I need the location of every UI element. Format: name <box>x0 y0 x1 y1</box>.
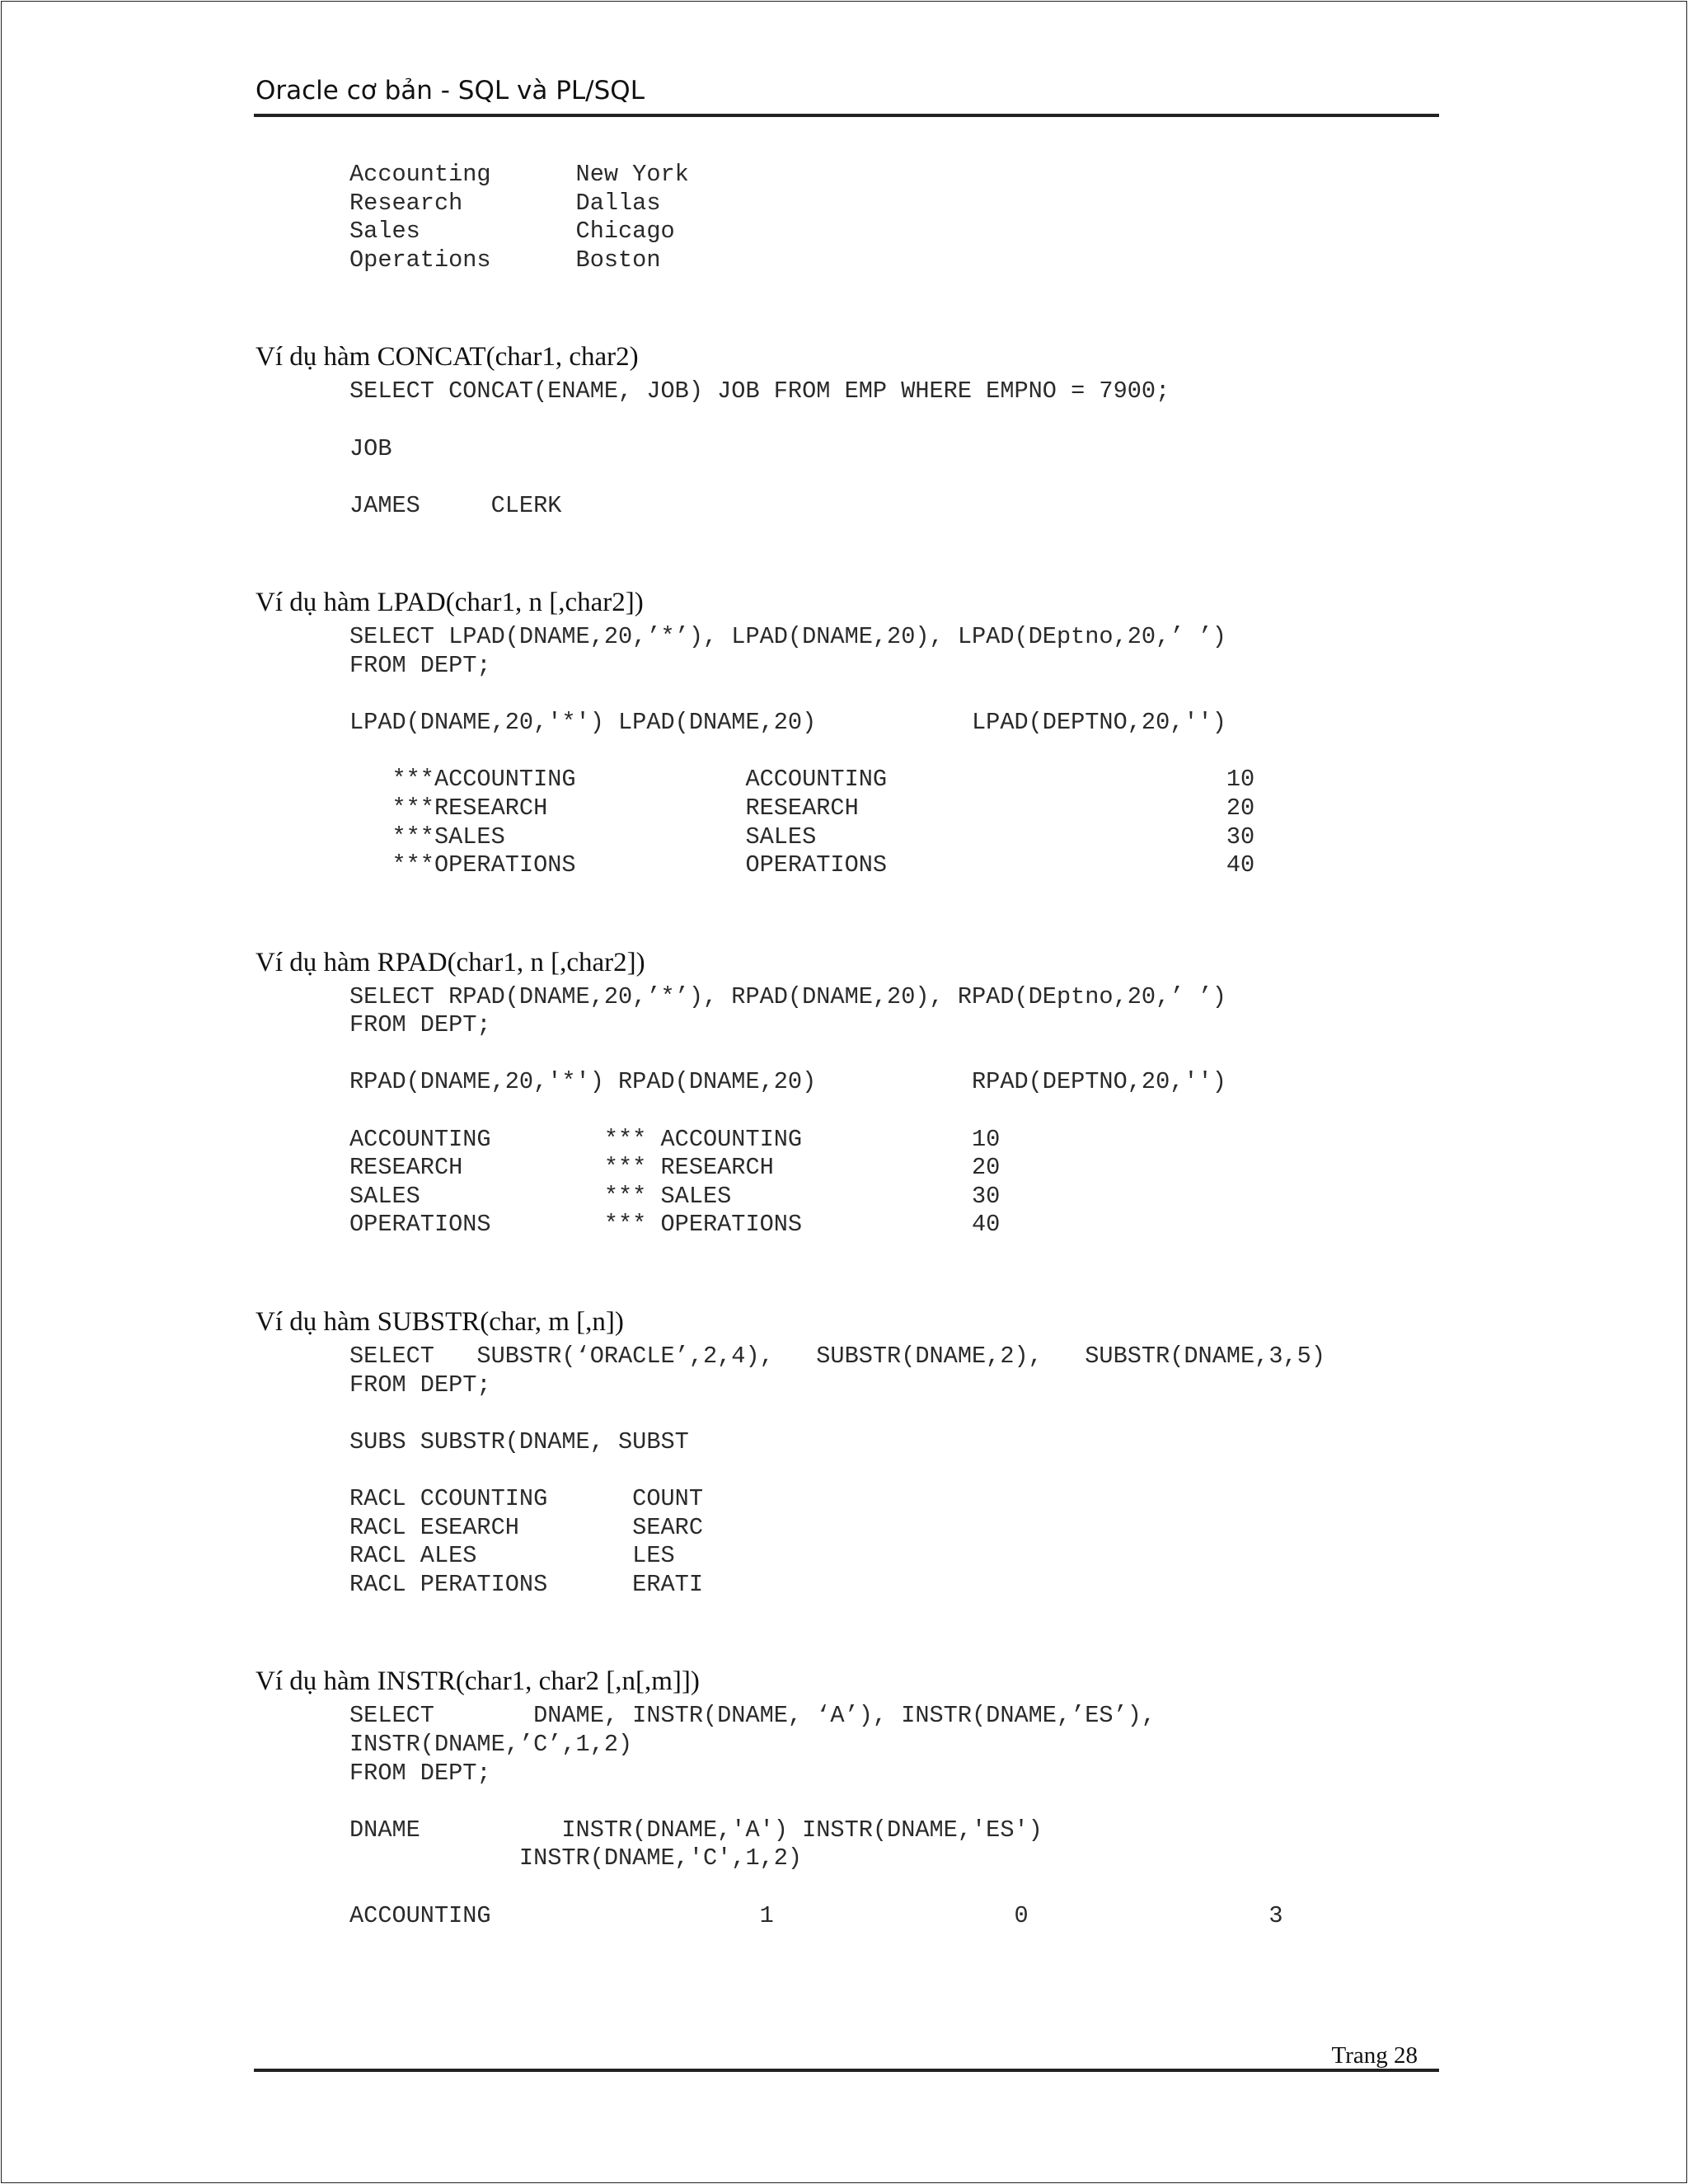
section-lpad <box>256 582 1442 879</box>
section-title: Ví dụ hàm SUBSTR(char, m [,n]) <box>256 1307 624 1338</box>
result-row: RACL ALES LES <box>349 1542 675 1570</box>
sql-query-line: FROM DEPT; <box>349 1011 491 1039</box>
sql-query-line: SELECT CONCAT(ENAME, JOB) JOB FROM EMP WHERE EMPNO = 7900; <box>349 377 1170 405</box>
result-row: OPERATIONS *** OPERATIONS 40 <box>349 1211 1001 1239</box>
result-row: RACL ESEARCH SEARC <box>349 1513 703 1541</box>
result-row: ACCOUNTING 1 0 3 <box>349 1901 1283 1929</box>
result-row: RACL CCOUNTING COUNT <box>349 1485 703 1512</box>
result-header: INSTR(DNAME,'C',1,2) <box>349 1844 803 1872</box>
section-title: Ví dụ hàm RPAD(char1, n [,char2]) <box>256 947 645 977</box>
section-title: Ví dụ hàm INSTR(char1, char2 [,n[,m]]) <box>256 1666 700 1697</box>
result-header: LPAD(DNAME,20,'*') LPAD(DNAME,20) LPAD(DEPTNO,20,'') <box>349 709 1226 737</box>
result-row: RACL PERATIONS ERATI <box>349 1570 703 1598</box>
result-row: JAMES CLERK <box>349 491 562 519</box>
sql-query-line: FROM DEPT; <box>349 1759 491 1787</box>
result-row: Accounting New York <box>349 161 689 188</box>
sql-query-line: FROM DEPT; <box>349 1371 491 1399</box>
sql-query-line: SELECT DNAME, INSTR(DNAME, ‘A’), INSTR(DNAME,’ES’), <box>349 1702 1156 1730</box>
result-row: Operations Boston <box>349 246 661 274</box>
result-row: SALES *** SALES 30 <box>349 1182 1001 1210</box>
section-substr <box>256 1301 1442 1599</box>
header-rule <box>254 114 1439 117</box>
result-row: ***OPERATIONS OPERATIONS 40 <box>349 851 1255 879</box>
page-content <box>256 161 1442 1930</box>
sql-query-line: FROM DEPT; <box>349 651 491 679</box>
result-row: ***SALES SALES 30 <box>349 823 1255 851</box>
result-row: RESEARCH *** RESEARCH 20 <box>349 1154 1001 1182</box>
section-instr <box>256 1661 1442 1930</box>
sql-query-line: INSTR(DNAME,’C’,1,2) <box>349 1730 633 1758</box>
result-row: ***RESEARCH RESEARCH 20 <box>349 794 1255 822</box>
sql-query-line: SELECT RPAD(DNAME,20,’*’), RPAD(DNAME,20), RPAD(DEptno,20,’ ’) <box>349 982 1226 1010</box>
result-row: ACCOUNTING *** ACCOUNTING 10 <box>349 1125 1001 1153</box>
section-title: Ví dụ hàm CONCAT(char1, char2) <box>256 342 639 373</box>
result-header: JOB <box>349 434 392 462</box>
result-row: Sales Chicago <box>349 218 675 246</box>
section-title: Ví dụ hàm LPAD(char1, n [,char2]) <box>256 588 644 618</box>
intro-result-block <box>256 161 1442 274</box>
section-rpad <box>256 942 1442 1240</box>
section-concat <box>256 336 1442 520</box>
page-header-title: Oracle cơ bản - SQL và PL/SQL <box>256 76 645 105</box>
sql-query-line: SELECT LPAD(DNAME,20,’*’), LPAD(DNAME,20), LPAD(DEptno,20,’ ’) <box>349 623 1226 651</box>
result-header: RPAD(DNAME,20,'*') RPAD(DNAME,20) RPAD(DEPTNO,20,'') <box>349 1068 1226 1096</box>
result-header: SUBS SUBSTR(DNAME, SUBST <box>349 1427 689 1455</box>
page-number: Trang 28 <box>1331 2042 1418 2069</box>
footer-rule <box>254 2069 1439 2072</box>
result-row: ***ACCOUNTING ACCOUNTING 10 <box>349 766 1255 794</box>
sql-query-line: SELECT SUBSTR(‘ORACLE’,2,4), SUBSTR(DNAME,2), SUBSTR(DNAME,3,5) <box>349 1343 1325 1371</box>
result-header: DNAME INSTR(DNAME,'A') INSTR(DNAME,'ES') <box>349 1816 1043 1844</box>
result-row: Research Dallas <box>349 189 661 217</box>
